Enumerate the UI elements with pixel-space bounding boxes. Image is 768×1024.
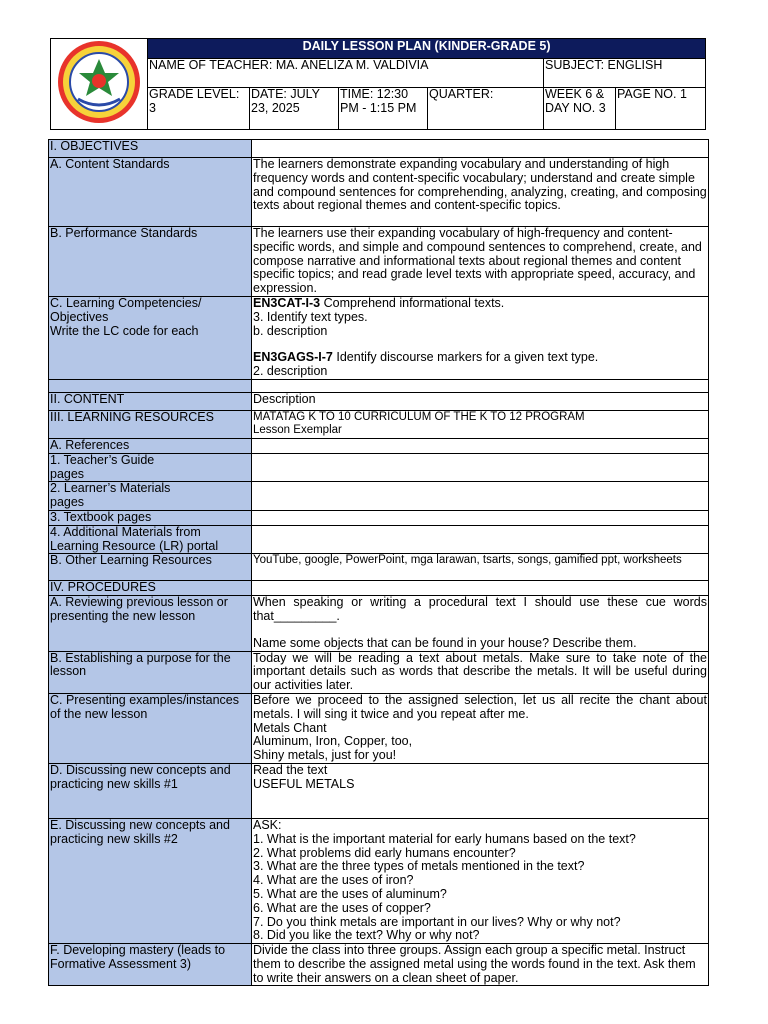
teachers-guide-value: [252, 453, 709, 482]
proc-b-label: B. Establishing a purpose for the lesson: [49, 651, 252, 693]
other-resources-value: YouTube, google, PowerPoint, mga larawan, tsarts, songs, gamified ppt, worksheets: [252, 554, 709, 581]
question-item: 5. What are the uses of aluminum?: [253, 886, 447, 901]
performance-standards-label: B. Performance Standards: [49, 227, 252, 297]
additional-line: 4. Additional Materials from: [50, 525, 201, 539]
row-proc-c: [49, 693, 709, 763]
proc-f-label: F. Developing mastery (leads to Formative Assessment 3): [49, 944, 252, 986]
row-textbook: [49, 510, 709, 525]
competencies-label-line: Write the LC code for each: [50, 323, 199, 338]
proc-f-value: Divide the class into three groups. Assign each group a specific metal. Instruct them to describe the assigned metal using the words found in the text. Ask them to write their answers on a clean sheet of paper.: [252, 944, 709, 986]
proc-c-line: Aluminum, Iron, Copper, too,: [253, 734, 413, 749]
proc-c-line: Before we proceed to the assigned selection, let us all recite the chant about metals. I will sing it twice and you repeat after me.: [253, 693, 707, 721]
learning-resources-value: [252, 410, 709, 438]
logo-cell: [51, 39, 148, 130]
lc-code: EN3GAGS-I-7: [253, 350, 333, 365]
additional-label: [49, 525, 252, 554]
row-other-resources: [49, 554, 709, 581]
content-label: II. CONTENT: [49, 392, 252, 410]
performance-standards-value: The learners use their expanding vocabulary of high-frequency and content-specific words, and simple and compound sentences to comprehend, create, and compose narrative and informational texts about regional themes and content specific topics; and read grade level texts with appropriate speed, accuracy, and expression.: [252, 227, 709, 297]
lc-text: Identify discourse markers for a given text type.: [332, 350, 599, 365]
objectives-label: I. OBJECTIVES: [49, 140, 252, 158]
objectives-value: [252, 140, 709, 158]
proc-a-label: A. Reviewing previous lesson or presenting the new lesson: [49, 596, 252, 651]
blank-value: [252, 379, 709, 392]
row-content: [49, 392, 709, 410]
additional-line: Learning Resource (LR) portal: [50, 538, 219, 553]
proc-e-label: E. Discussing new concepts and practicing new skills #2: [49, 818, 252, 943]
competency-line: 3. Identify text types.: [253, 309, 368, 324]
content-value: Description: [252, 392, 709, 410]
row-learning-resources: [49, 410, 709, 438]
references-label: A. References: [49, 438, 252, 453]
competencies-label: [49, 296, 252, 379]
question-item: 7. Do you think metals are important in our lives? Why or why not?: [253, 914, 621, 929]
learners-materials-line: pages: [50, 495, 85, 510]
proc-c-label: C. Presenting examples/instances of the new lesson: [49, 693, 252, 763]
competency-line: 2. description: [253, 364, 328, 379]
lc-code: EN3CAT-I-3: [253, 296, 321, 310]
page-no: PAGE NO. 1: [616, 87, 706, 129]
proc-c-value: [252, 693, 709, 763]
time: TIME: 12:30 PM - 1:15 PM: [339, 87, 428, 129]
row-proc-b: [49, 651, 709, 693]
row-performance-standards: [49, 227, 709, 297]
blank-label: [49, 379, 252, 392]
lc-text: Comprehend informational texts.: [320, 296, 505, 310]
learning-resources-line: MATATAG K TO 10 CURRICULUM OF THE K TO 12 PROGRAM: [253, 410, 585, 423]
learners-materials-label: [49, 482, 252, 511]
proc-e-value: [252, 818, 709, 943]
row-proc-a: [49, 596, 709, 651]
row-competencies: [49, 296, 709, 379]
week-day: WEEK 6 & DAY NO. 3: [544, 87, 616, 129]
procedures-label: IV. PROCEDURES: [49, 581, 252, 596]
school-logo-icon: [56, 39, 142, 125]
competencies-label-line: C. Learning Competencies/: [50, 296, 202, 310]
teachers-guide-line: pages: [50, 466, 85, 481]
grade-level: GRADE LEVEL: 3: [148, 87, 250, 129]
question-item: 8. Did you like the text? Why or why not?: [253, 928, 480, 943]
question-item: 4. What are the uses of iron?: [253, 873, 414, 888]
row-content-standards: [49, 158, 709, 227]
teachers-guide-line: 1. Teacher’s Guide: [50, 453, 155, 467]
question-item: 1. What is the important material for early humans based on the text?: [253, 831, 636, 846]
question-item: 3. What are the three types of metals mentioned in the text?: [253, 859, 585, 874]
row-procedures: [49, 581, 709, 596]
proc-c-line: Metals Chant: [253, 720, 327, 735]
question-item: 2. What problems did early humans encounter?: [253, 845, 516, 860]
proc-d-label: D. Discussing new concepts and practicing new skills #1: [49, 763, 252, 818]
row-references: [49, 438, 709, 453]
competency-line: b. description: [253, 323, 328, 338]
row-proc-f: [49, 944, 709, 986]
proc-a-line: When speaking or writing a procedural text I should use these cue words that_________.: [253, 595, 707, 623]
teacher-name: NAME OF TEACHER: MA. ANELIZA M. VALDIVIA: [148, 58, 544, 87]
header-table: [50, 38, 706, 130]
content-standards-label: A. Content Standards: [49, 158, 252, 227]
competencies-label-line: Objectives: [50, 309, 109, 324]
row-learners-materials: [49, 482, 709, 511]
proc-d-line: USEFUL METALS: [253, 776, 355, 791]
date: DATE: JULY 23, 2025: [250, 87, 339, 129]
proc-b-value: Today we will be reading a text about metals. Make sure to take note of the important details such as words that describe the metals. It will be useful during our activities later.: [253, 651, 707, 693]
learners-materials-line: 2. Learner’s Materials: [50, 481, 171, 496]
row-additional: [49, 525, 709, 554]
competencies-value: [252, 296, 709, 379]
row-proc-e: [49, 818, 709, 943]
textbook-value: [252, 510, 709, 525]
procedures-value: [252, 581, 709, 596]
proc-d-line: Read the text: [253, 763, 328, 777]
additional-value: [252, 525, 709, 554]
row-blank: [49, 379, 709, 392]
references-value: [252, 438, 709, 453]
proc-e-line: ASK:: [253, 818, 282, 832]
learners-materials-value: [252, 482, 709, 511]
other-resources-label: B. Other Learning Resources: [49, 554, 252, 581]
row-teachers-guide: [49, 453, 709, 482]
proc-c-line: Shiny metals, just for you!: [253, 748, 397, 763]
row-proc-d: [49, 763, 709, 818]
learning-resources-line: Lesson Exemplar: [253, 423, 342, 436]
lesson-plan-title: DAILY LESSON PLAN (KINDER-GRADE 5): [148, 39, 706, 59]
learning-resources-label: III. LEARNING RESOURCES: [49, 410, 252, 438]
textbook-label: 3. Textbook pages: [49, 510, 252, 525]
row-objectives: [49, 140, 709, 158]
lesson-plan-table: [48, 139, 709, 986]
content-standards-value: The learners demonstrate expanding vocabulary and understanding of high frequency words and content-specific vocabulary; understand and create simple and compound sentences for comprehending, analyzing, creating, and composing texts about regional themes and content-specific topics.: [252, 158, 709, 227]
teachers-guide-label: [49, 453, 252, 482]
proc-a-value: [252, 596, 709, 651]
proc-d-value: [252, 763, 709, 818]
question-item: 6. What are the uses of copper?: [253, 900, 431, 915]
quarter: QUARTER:: [428, 87, 544, 129]
subject: SUBJECT: ENGLISH: [544, 58, 706, 87]
proc-a-line: Name some objects that can be found in your house? Describe them.: [253, 635, 637, 650]
